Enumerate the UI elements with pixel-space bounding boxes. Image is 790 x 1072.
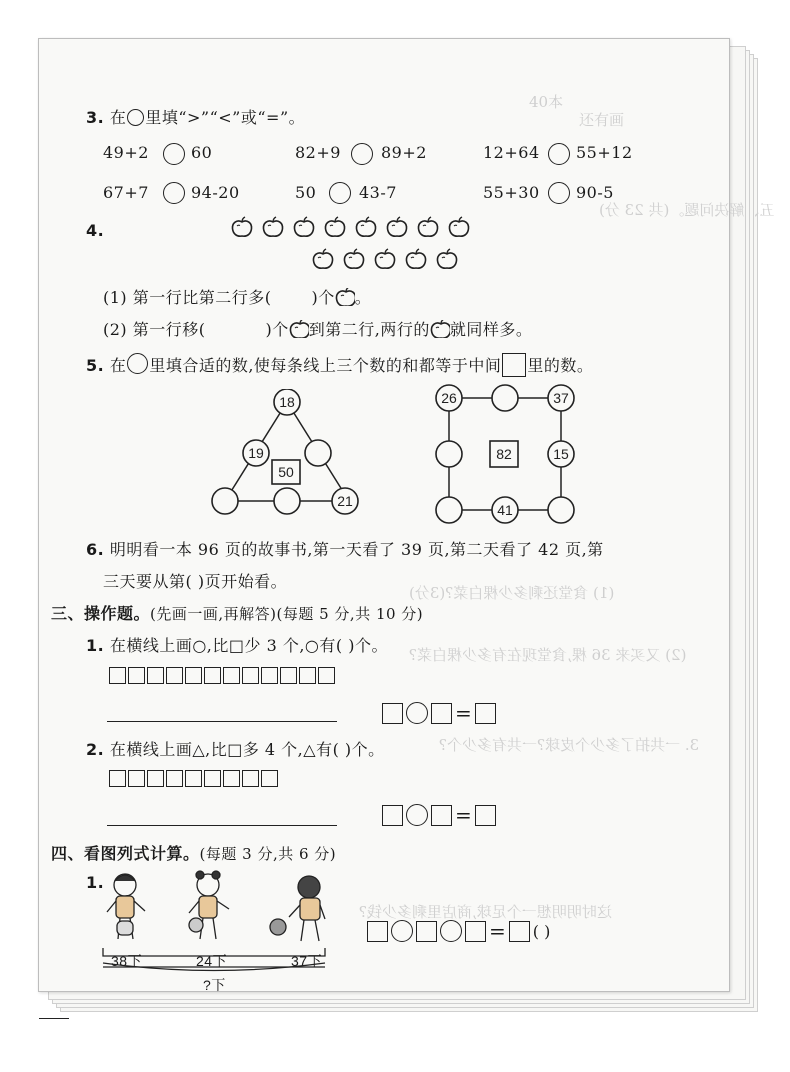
- sec3-q2-number: 2.: [86, 740, 105, 759]
- circle-icon: [127, 353, 148, 374]
- q5-text-b: 里填合适的数,使每条线上三个数的和都等于中间: [149, 356, 502, 375]
- section3-title: 三、操作题。: [51, 604, 151, 623]
- q3-item-6-compare-circle[interactable]: [548, 182, 570, 204]
- ghost-text-top: 40本: [529, 93, 564, 111]
- label-child-1: 38下: [111, 953, 143, 969]
- q5-text-a: 在: [109, 356, 127, 375]
- q3-text-b: 里填“>”“<”或“=”。: [145, 108, 306, 127]
- q3-item-3-right: 55+12: [576, 143, 633, 162]
- apple-icon: [344, 249, 363, 268]
- ghost-text-right4: (2) 又买来 36 棵,食堂现在有多少棵白菜?: [409, 646, 687, 664]
- triangle-bottom-left-circle[interactable]: [212, 488, 238, 514]
- q6-line1: [86, 537, 604, 560]
- sec3-q1-number: 1.: [86, 636, 105, 655]
- q3-item-1: [103, 143, 149, 162]
- equation-box[interactable]: [367, 921, 388, 942]
- equation-box[interactable]: [382, 805, 403, 826]
- square-center-value: 82: [496, 446, 512, 462]
- apple-icon: [313, 249, 332, 268]
- equals-sign: =: [455, 803, 472, 827]
- square-top-mid-circle[interactable]: [492, 385, 518, 411]
- q6-line2: 三天要从第( )页开始看。: [103, 572, 288, 591]
- q3-item-4-right: 94-20: [191, 183, 240, 202]
- square-puzzle: [433, 384, 583, 524]
- q3-item-6-left: 55+30: [483, 183, 540, 202]
- boy-with-ball-icon: [270, 876, 325, 941]
- apple-icon: [430, 320, 450, 338]
- page-corner-mark: [39, 1018, 69, 1019]
- sec3-q1-square-row: [109, 667, 335, 684]
- q3-item-5-left: 50: [295, 183, 317, 202]
- apple-row-1: [232, 217, 468, 236]
- q3-item-4-left: 67+7: [103, 183, 149, 202]
- sec3-q2-draw-line[interactable]: [107, 825, 337, 826]
- equation-box[interactable]: [431, 805, 452, 826]
- q3-item-5: [295, 183, 316, 202]
- q4-sub2-text-b: )个: [265, 320, 289, 339]
- q3-item-2-left: 82+9: [295, 143, 341, 162]
- apple-rows: [229, 211, 489, 275]
- ghost-text-right2: 五、解决问题。(共 23 分): [599, 201, 775, 219]
- ghost-text-right5: 3. 一共拍了多少个皮球?一共有多少个?: [439, 736, 700, 754]
- section4-title: 四、看图列式计算。: [51, 844, 200, 863]
- ghost-text-right1: 还有画: [579, 111, 625, 129]
- q3-item-2: [295, 143, 341, 162]
- apple-icon: [289, 320, 309, 338]
- q3-item-4-compare-circle[interactable]: [163, 182, 185, 204]
- sec3-q2-equation: [382, 803, 496, 827]
- unit-parentheses[interactable]: ( ): [532, 921, 551, 941]
- sec3-q1-equation: [382, 701, 496, 725]
- children-illustration: [103, 865, 333, 953]
- apple-icon: [356, 217, 375, 236]
- label-child-3: 37下: [291, 953, 323, 969]
- apple-icon: [449, 217, 468, 236]
- section4-header: [51, 841, 336, 864]
- q3-item-1-compare-circle[interactable]: [163, 143, 185, 165]
- apple-icon: [375, 249, 394, 268]
- section3-header: [51, 601, 423, 624]
- triangle-center-value: 50: [278, 464, 294, 480]
- equation-operator-circle[interactable]: [391, 920, 413, 942]
- equation-box[interactable]: [465, 921, 486, 942]
- q3-item-5-compare-circle[interactable]: [329, 182, 351, 204]
- q3-instruction: [86, 105, 305, 128]
- square-left-mid-circle[interactable]: [436, 441, 462, 467]
- square-bottom-left-circle[interactable]: [436, 497, 462, 523]
- apple-icon: [335, 288, 355, 306]
- q3-item-4: [103, 183, 149, 202]
- equation-box[interactable]: [431, 703, 452, 724]
- equation-operator-circle[interactable]: [406, 702, 428, 724]
- q4-sub2-text-d: 就同样多。: [449, 320, 533, 339]
- sec4-q1-number: 1.: [86, 873, 105, 892]
- q5-instruction: [86, 353, 593, 377]
- triangle-right-mid-circle[interactable]: [305, 440, 331, 466]
- apple-icon: [294, 217, 313, 236]
- apple-row-2: [313, 249, 456, 268]
- sec4-q1-equation: [367, 919, 550, 943]
- q4-sub2: [103, 317, 532, 340]
- q3-number: 3.: [86, 108, 105, 127]
- sec3-q2-text: 在横线上画△,比□多 4 个,△有( )个。: [109, 740, 385, 759]
- q4-sub1: [103, 285, 371, 308]
- sec3-q1-text: 在横线上画○,比□少 3 个,○有( )个。: [109, 636, 388, 655]
- equation-box[interactable]: [416, 921, 437, 942]
- q3-item-1-right: 60: [191, 143, 213, 162]
- apple-icon: [232, 217, 251, 236]
- triangle-bottom-right-value: 21: [337, 493, 353, 509]
- q5-number: 5.: [86, 356, 105, 375]
- q4-sub1-text-b: )个: [311, 288, 335, 307]
- ghost-text-right3: (1) 食堂还剩多少棵白菜?(3分): [409, 584, 615, 602]
- worksheet-page: [38, 38, 775, 993]
- total-brace: [101, 946, 329, 976]
- square-bottom-mid-value: 41: [497, 502, 513, 518]
- square-top-left-value: 26: [441, 390, 457, 406]
- triangle-top-value: 18: [279, 394, 295, 410]
- q3-item-3: [483, 143, 540, 162]
- q3-item-6: [483, 183, 540, 202]
- q4-sub2-text-c: 到第二行,两行的: [308, 320, 430, 339]
- equation-result-box[interactable]: [475, 805, 496, 826]
- q3-text-a: 在: [109, 108, 127, 127]
- section4-note: (每题 3 分,共 6 分): [199, 845, 337, 863]
- q3-item-3-left: 12+64: [483, 143, 540, 162]
- child-with-ball-icon: [107, 874, 145, 939]
- circle-icon: [127, 109, 144, 126]
- square-right-mid-value: 15: [553, 446, 569, 462]
- apple-icon: [325, 217, 344, 236]
- equation-box[interactable]: [382, 703, 403, 724]
- triangle-bottom-mid-circle[interactable]: [274, 488, 300, 514]
- q3-item-6-right: 90-5: [576, 183, 614, 202]
- square-icon: [502, 353, 526, 377]
- q3-item-2-right: 89+2: [381, 143, 427, 162]
- q5-text-c: 里的数。: [527, 356, 594, 375]
- apple-icon: [437, 249, 456, 268]
- equation-result-box[interactable]: [509, 921, 530, 942]
- section3-note: (先画一画,再解答)(每题 5 分,共 10 分): [150, 605, 424, 623]
- sec3-q1-draw-line[interactable]: [107, 721, 337, 722]
- q3-item-2-compare-circle[interactable]: [351, 143, 373, 165]
- apple-icon: [263, 217, 282, 236]
- q4-sub2-text-a: (2) 第一行移(: [103, 320, 206, 339]
- girl-with-ball-icon: [189, 871, 229, 939]
- q6-number: 6.: [86, 540, 105, 559]
- triangle-left-mid-value: 19: [248, 445, 264, 461]
- equals-sign: =: [489, 919, 506, 943]
- equation-operator-circle[interactable]: [406, 804, 428, 826]
- square-top-right-value: 37: [553, 390, 569, 406]
- q3-item-1-left: 49+2: [103, 143, 149, 162]
- q4-sub1-text-c: 。: [354, 288, 372, 307]
- apple-icon: [387, 217, 406, 236]
- q4-number: 4.: [86, 221, 105, 240]
- equation-result-box[interactable]: [475, 703, 496, 724]
- q6-text-line1: 明明看一本 96 页的故事书,第一天看了 39 页,第二天看了 42 页,第: [109, 540, 604, 559]
- equation-operator-circle[interactable]: [440, 920, 462, 942]
- ghost-text-right6: 这时明明想一个足球,商店里剩多少钱?: [359, 903, 612, 921]
- triangle-puzzle: [207, 389, 367, 519]
- sec3-q2-square-row: [109, 770, 278, 787]
- equals-sign: =: [455, 701, 472, 725]
- apple-icon: [406, 249, 425, 268]
- square-bottom-right-circle[interactable]: [548, 497, 574, 523]
- apple-icon: [418, 217, 437, 236]
- q4-sub1-text-a: (1) 第一行比第二行多(: [103, 288, 272, 307]
- q3-item-3-compare-circle[interactable]: [548, 143, 570, 165]
- sec3-q1-instruction: [86, 633, 388, 656]
- label-child-2: 24下: [196, 953, 228, 969]
- sec3-q2-instruction: [86, 737, 385, 760]
- total-label: ?下: [203, 977, 226, 993]
- q3-item-5-right: 43-7: [359, 183, 397, 202]
